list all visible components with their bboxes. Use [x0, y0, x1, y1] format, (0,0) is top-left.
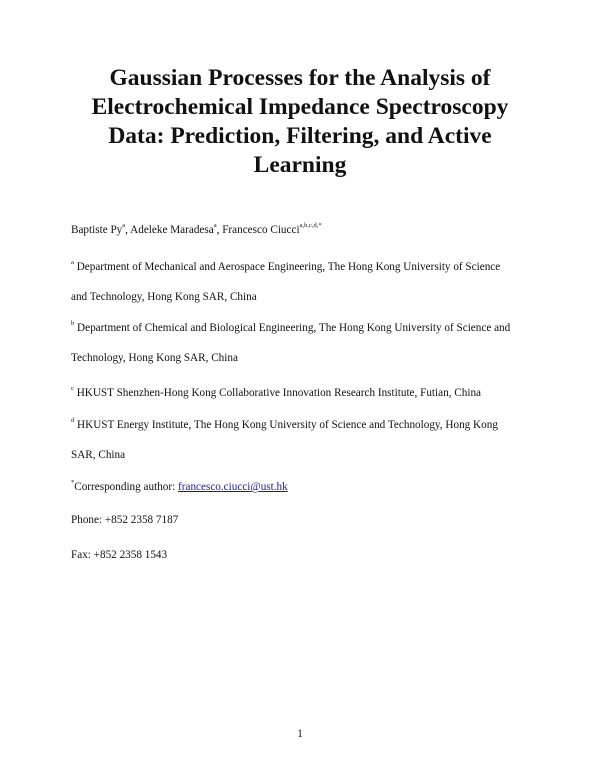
corresponding-mark: * — [71, 479, 75, 487]
corresponding-label: Corresponding author: — [74, 481, 179, 493]
affiliation-mark: c — [71, 385, 74, 393]
author-name: Francesco Ciucci — [222, 224, 300, 236]
affiliation-line: $^a$ Department of Mechanical and Aerospace Engineering, The Hong Kong University of Science — [71, 259, 501, 273]
affiliation-mark: a — [71, 259, 74, 267]
author-name: Adeleke Maradesa — [130, 224, 214, 236]
affiliation-d — [71, 418, 531, 463]
affiliation-line: and Technology, Hong Kong SAR, China — [71, 291, 257, 303]
author-affiliation-mark: a — [122, 222, 126, 230]
title-line: Gaussian Processes for the Analysis of — [109, 65, 491, 91]
affiliation-mark: d — [71, 417, 75, 425]
paper-title — [60, 64, 540, 180]
fax-number: Fax: +852 2358 1543 — [71, 549, 168, 561]
affiliation-line: $^b$ Department of Chemical and Biological Engineering, The Hong Kong University of Science and — [71, 320, 511, 334]
author-affiliation-mark: a,b,c,d,* — [299, 222, 322, 230]
affiliation-a — [71, 260, 531, 305]
title-line: Learning — [253, 152, 347, 178]
affiliation-c — [71, 386, 531, 401]
affiliation-line: $^d$ HKUST Energy Institute, The Hong Kong University of Science and Technology, Hong Kong — [71, 417, 498, 431]
author-affiliation-mark: a — [213, 222, 217, 230]
affiliation-b — [71, 321, 531, 366]
author-separator: , — [125, 224, 131, 236]
corresponding-author — [71, 480, 531, 495]
author-name: Baptiste Py — [71, 224, 123, 236]
phone-number: Phone: +852 2358 7187 — [71, 514, 179, 526]
author-list — [71, 223, 531, 238]
affiliation-line: $^c$ HKUST Shenzhen-Hong Kong Collaborative Innovation Research Institute, Futian, China — [71, 385, 482, 399]
page-number: 1 — [297, 728, 303, 740]
author-separator: , — [216, 224, 223, 236]
email-link[interactable]: francesco.ciucci@ust.hk — [178, 481, 288, 493]
title-line: Data: Prediction, Filtering, and Active — [108, 123, 492, 149]
affiliation-mark: b — [71, 320, 75, 328]
affiliation-line: Technology, Hong Kong SAR, China — [71, 352, 238, 364]
affiliation-line: SAR, China — [71, 449, 126, 461]
title-line: Electrochemical Impedance Spectroscopy — [91, 94, 509, 120]
